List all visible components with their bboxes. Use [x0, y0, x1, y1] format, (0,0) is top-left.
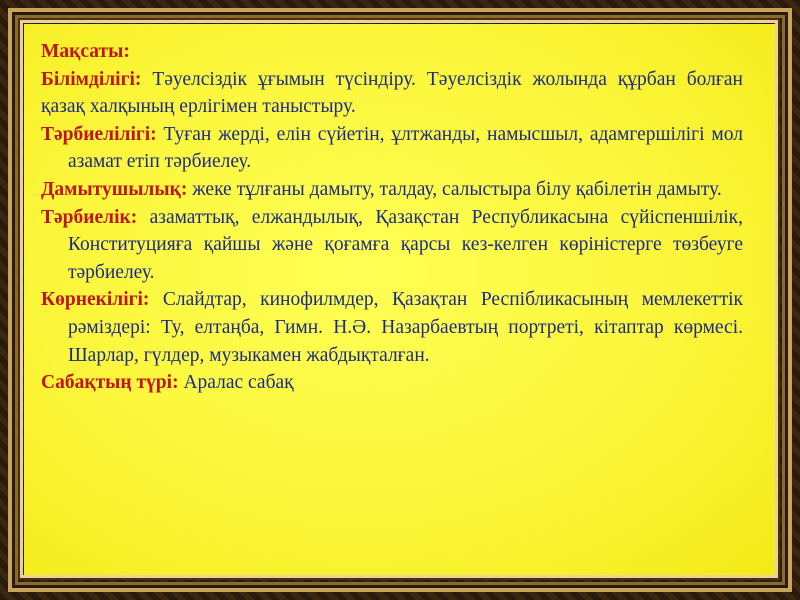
objective-educational-label: Білімділігі:: [41, 68, 142, 90]
objective-moral-label: Тәрбиелік:: [41, 206, 138, 228]
visual-aids-label: Көрнекілігі:: [41, 289, 150, 311]
objective-moral: [41, 204, 743, 287]
objective-developmental-text: жеке тұлғаны дамыту, талдау, салыстыра білу қабілетін дамыту.: [187, 178, 722, 200]
lesson-type: [41, 369, 743, 397]
visual-aids-text: Слайдтар, кинофилмдер, Қазақтан Респібликасының мемлекеттік рәміздері: Ту, елтаңба, Гимн. Н.Ә. Назарбаевтың портреті, кітаптар көрмесі. Шарлар, гүлдер, музыкамен жабдықталған.: [68, 289, 743, 366]
objective-upbringing: [41, 121, 743, 176]
objective-developmental: [41, 176, 743, 204]
objective-educational: [41, 66, 743, 121]
objective-developmental-label: Дамытушылық:: [41, 178, 188, 200]
lesson-type-label: Сабақтың түрі:: [41, 372, 179, 394]
objective-educational-text: Тәуелсіздік ұғымын түсіндіру. Тәуелсіздік жолында құрбан болған қазақ халқының ерлігімен таныстыру.: [41, 68, 743, 118]
lesson-type-text: Аралас сабақ: [178, 372, 294, 394]
objective-upbringing-text: Туған жерді, елін сүйетін, ұлтжанды, намысшыл, адамгершілігі мол азамат етіп тәрбиелеу.: [68, 123, 743, 173]
slide-title-label: Мақсаты:: [41, 41, 130, 62]
content-panel: [24, 24, 775, 575]
slide-title: [41, 38, 743, 66]
visual-aids: [41, 286, 743, 369]
objective-upbringing-label: Тәрбиелілігі:: [41, 123, 157, 145]
objective-moral-text: азаматтық, елжандылық, Қазақстан Республикасына сүйіспеншілік, Конституцияға қайшы және қоғамға қарсы кез-келген көріністерге төзбеуге тәрбиелеу.: [68, 206, 743, 283]
